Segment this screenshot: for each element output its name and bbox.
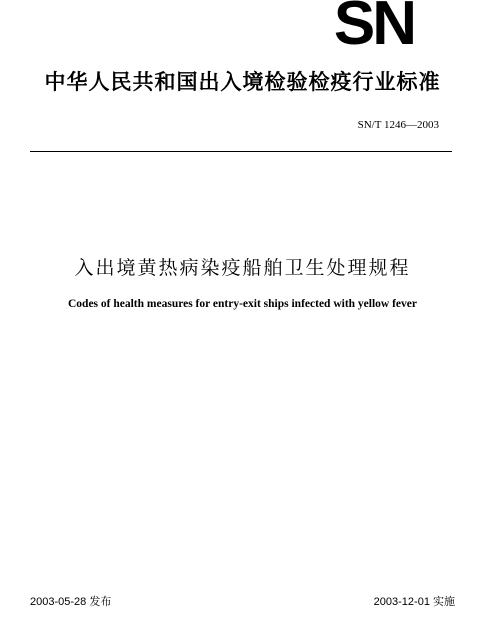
sn-logo-text: SN: [333, 0, 415, 48]
document-title-chinese: 入出境黄热病染疫船舶卫生处理规程: [74, 257, 411, 279]
header-divider: [30, 151, 452, 152]
standard-category-title: 中华人民共和国出入境检验检疫行业标准: [44, 70, 441, 94]
implementation-date: 2003-12-01 实施: [373, 596, 455, 608]
standard-number: SN/T 1246—2003: [357, 119, 439, 131]
sn-logo-graphic: [318, 0, 430, 48]
issue-date: 2003-05-28 发布: [30, 596, 112, 608]
sn-logo-icon: [318, 0, 430, 48]
document-title-english: Codes of health measures for entry-exit ships infected with yellow fever: [68, 298, 417, 310]
